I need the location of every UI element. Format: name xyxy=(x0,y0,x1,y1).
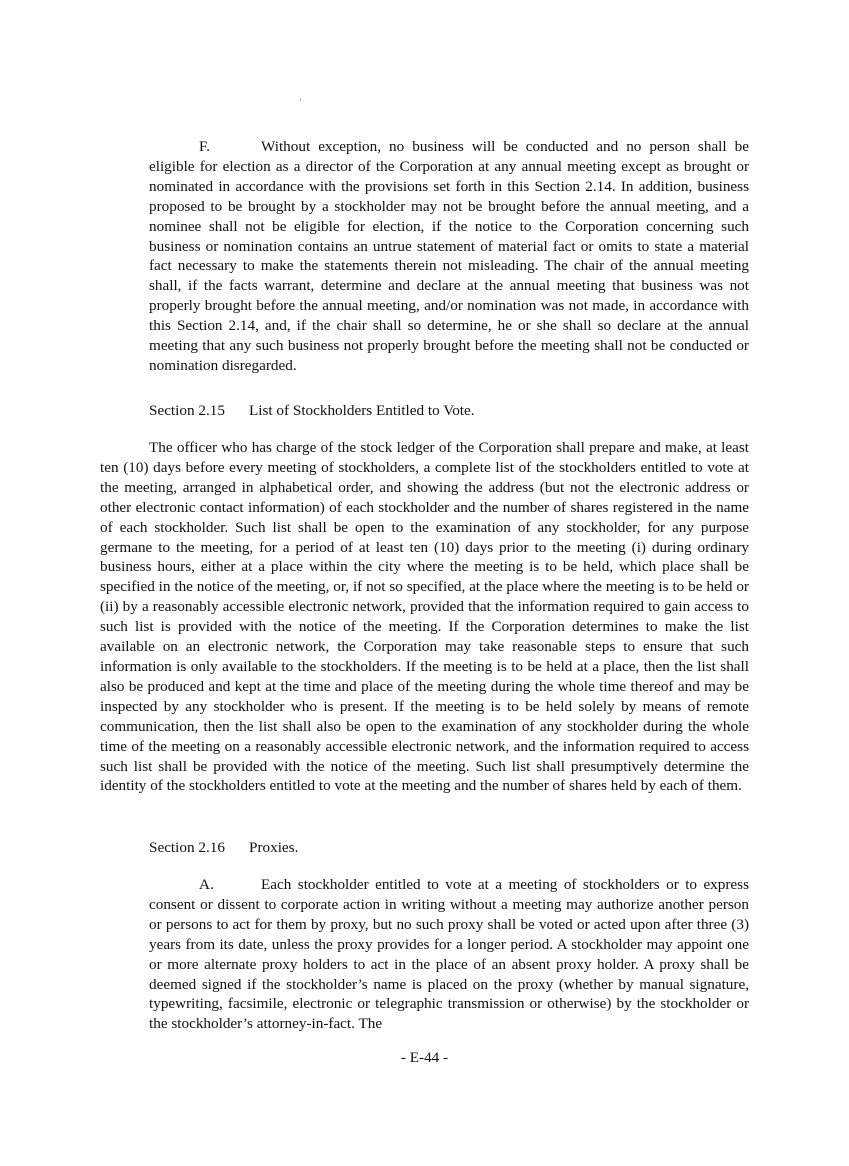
section-2-16-title: Proxies. xyxy=(249,839,299,856)
paragraph-f-label: F. xyxy=(199,138,211,155)
paragraph-f-text: Without exception, no business will be conducted and no person shall be eligible for election as a director of the Corporation at any annual meeting except as brought or nominated in accordance with the provisions set forth in this Section 2.14. In addition, business proposed to be brought by a stockholder may not be brought before the annual meeting, and a nominee shall not be eligible for election, if the notice to the Corporation concerning such business or nomination contains an untrue statement of material fact or omits to state a material fact necessary to make the statements therein not misleading. The chair of the annual meeting shall, if the facts warrant, determine and declare at the annual meeting that business was not properly brought before the annual meeting, and/or nomination was not made, in accordance with this Section 2.14, and, if the chair shall so determine, he or she shall so declare at the annual meeting that any such business not properly brought before the meeting shall not be conducted or nomination disregarded. xyxy=(149,138,749,374)
paragraph-f xyxy=(149,137,749,376)
section-2-16-number: Section 2.16 xyxy=(149,839,225,856)
page-speck xyxy=(300,99,301,100)
section-2-15-title: List of Stockholders Entitled to Vote. xyxy=(249,402,475,419)
paragraph-a-label: A. xyxy=(199,876,214,893)
paragraph-a-text: Each stockholder entitled to vote at a meeting of stockholders or to express consent or dissent to corporate action in writing without a meeting may authorize another person or persons to act for them by proxy, but no such proxy shall be voted or acted upon after three (3) years from its date, unless the proxy provides for a longer period. A stockholder may appoint one or more alternate proxy holders to act in the place of an absent proxy holder. A proxy shall be deemed signed if the stockholder’s name is placed on the proxy (whether by manual signature, typewriting, facsimile, electronic or telegraphic transmission or otherwise) by the stockholder or the stockholder’s attorney-in-fact. The xyxy=(149,876,749,1033)
section-2-16-heading xyxy=(149,838,298,858)
section-2-15-body: The officer who has charge of the stock ledger of the Corporation shall prepare and make, at least ten (10) days before every meeting of stockholders, a complete list of the stockholders entitled to vote at the meeting, arranged in alphabetical order, and showing the address (but not the electronic address or other electronic contact information) of each stockholder and the number of shares registered in the name of each stockholder. Such list shall be open to the examination of any stockholder, for any purpose germane to the meeting, for a period of at least ten (10) days prior to the meeting (i) during ordinary business hours, either at a place within the city where the meeting is to be held, which place shall be specified in the notice of the meeting, or, if not so specified, at the place where the meeting is to be held or (ii) by a reasonably accessible electronic network, provided that the information required to gain access to such list is provided with the notice of the meeting. If the Corporation determines to make the list available on an electronic network, the Corporation may take reasonable steps to ensure that such information is only available to the stockholders. If the meeting is to be held at a place, then the list shall also be produced and kept at the time and place of the meeting during the whole time thereof and may be inspected by any stockholder who is present. If the meeting is to be held solely by means of remote communication, then the list shall also be open to the examination of any stockholder during the whole time of the meeting on a reasonably accessible electronic network, and the information required to access such list shall be provided with the notice of the meeting. Such list shall presumptively determine the identity of the stockholders entitled to vote at the meeting and the number of shares held by each of them. xyxy=(100,439,749,795)
section-2-15-heading xyxy=(149,401,475,421)
section-2-15-number: Section 2.15 xyxy=(149,402,225,419)
page-number: - E-44 - xyxy=(400,1049,449,1066)
paragraph-a xyxy=(149,875,749,1034)
